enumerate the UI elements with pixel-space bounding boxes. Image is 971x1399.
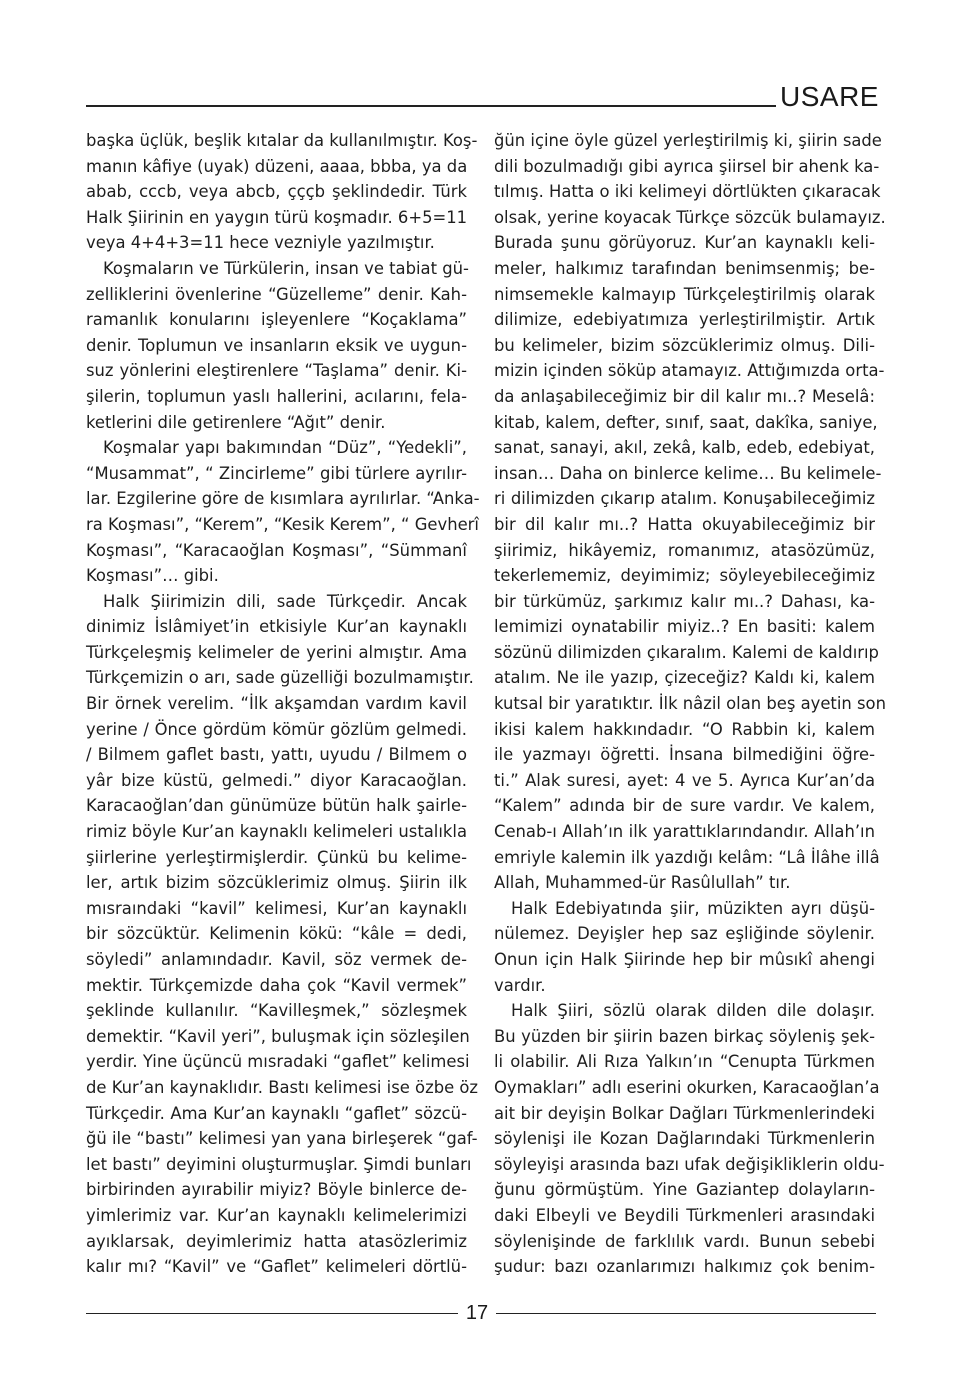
text-line: söyledi” anlamındadır. Kavil, söz vermek de- [86, 950, 467, 969]
text-line: Türkçedir. Ama Kur’an kaynaklı “gaflet” sözcü- [86, 1103, 467, 1123]
text-line: Allah, Muhammed-ür Rasûlullah” tır. [494, 873, 791, 893]
text-line: bu kelimeler, bizim sözcüklerimiz olmuş. Dili- [494, 335, 875, 355]
text-line: ait bir deyişin Bolkar Dağları Türkmenlerindeki [494, 1103, 875, 1123]
page-number: 17 [465, 1302, 489, 1324]
text-line: let bastı” deyimini oluşturmuşlar. Şimdi bunları [86, 1154, 472, 1174]
text-line: li olabilir. Ali Rıza Yalkın’ın “Cenupta Türkmen [494, 1052, 875, 1072]
text-line: emriyle kalemin ilk yazdığı kelâm: “Lâ İlâhe illâ [494, 847, 880, 867]
text-line: atalım. Ne ile yazıp, çizeceğiz? Kaldı ki, kalem [494, 668, 875, 688]
header-rule [86, 105, 776, 107]
text-line: nülemez. Deyişler hep saz eşliğinde söylenir. [494, 924, 875, 944]
text-line: Cenab-ı Allah’ın ilk yarattıklarındandır. Allah’ın [494, 822, 875, 842]
text-line: söylenişinde de farklılık vardı. Bunun sebebi [494, 1231, 875, 1251]
text-line: de Kur’an kaynaklıdır. Bastı kelimesi ise özbe öz [86, 1077, 479, 1097]
text-line: şudur: bazı ozanlarımızı halkımız çok benim- [494, 1257, 875, 1277]
text-line: demektir. “Kavil yeri”, buluşmak için sözleşilen [86, 1026, 470, 1046]
text-line: lar. Ezgilerine göre de kısımlara ayrılırlar. “Anka- [86, 489, 480, 509]
right-text-column [494, 128, 886, 1280]
text-line: şilerin, toplumun yaslı hallerini, acılarını, fela- [86, 386, 467, 406]
text-line: / Bilmem gaflet bastı, yattı, uyudu / Bilmem o [86, 745, 467, 765]
text-line: abab, cccb, veya abcb, çççb şeklindedir. Türk [86, 182, 467, 202]
text-line: şiirlerine yerleştirmişlerdir. Çünkü bu kelime- [86, 847, 467, 867]
journal-name: USARE [780, 81, 879, 112]
text-line: ra Koşması”, “Kerem”, “Kesik Kerem”, “ Gevherî [86, 514, 479, 534]
text-line: bir dil kalır mı..? Hatta okuyabileceğimiz bir [494, 514, 875, 534]
text-line: tekerlememiz, deyimimiz; söyleyebileceğimiz [494, 566, 875, 586]
text-line: nimsemekle kalmayıp Türkçeleştirilmiş olarak [494, 284, 875, 304]
footer-rule-left [86, 1313, 458, 1314]
text-line: ile yazmayı öğretti. İnsana bilmediğini öğre- [494, 745, 875, 765]
text-line: söyleyişi arasında bazı ufak değişikliklerin oldu- [494, 1154, 885, 1174]
text-line: suz yönlerini eleştirenlere “Taşlama” denir. Ki- [86, 361, 467, 381]
text-line: Burada şunu görüyoruz. Kur’an kaynaklı keli- [494, 233, 875, 253]
text-line: bir türkümüz, şarkımız kalır mı..? Dahası, ka- [494, 591, 875, 611]
text-line: yerine / Önce gördüm kömür gözlüm gelmedi. [86, 719, 467, 739]
text-line: Koşması”… gibi. [86, 566, 219, 586]
text-line: Koşmalar yapı bakımından “Düz”, “Yedekli”, [103, 438, 467, 458]
text-line: lemimizi oynatabilir miyiz..? En basiti: kalem [494, 617, 875, 637]
text-line: birbirinden ayırabilir miyiz? Böyle binlerce de- [86, 1180, 467, 1200]
text-line: Bir örnek verelim. “İlk akşamdan vardım kavil [86, 694, 467, 714]
text-line: Halk Şiirimizin dili, sade Türkçedir. Ancak [103, 591, 467, 611]
text-line: Onun için Halk Şiirinde hep bir mûsıkî ahengi [494, 950, 875, 969]
text-line: ler, artık bizim sözcüklerimiz olmuş. Şiirin ilk [86, 873, 467, 893]
text-line: Türkçemizin o arı, sade güzelliği bozulmamıştır. [86, 668, 474, 688]
text-line: vardır. [494, 975, 546, 995]
text-line: ikisi kalem hakkındadır. “O Rabbin ki, kalem [494, 719, 875, 739]
text-line: ğün içine öyle güzel yerleştirilmiş ki, şiirin sade [494, 131, 882, 150]
text-line: olsak, yerine koyacak Türkçe sözcük bulamayız. [494, 207, 886, 227]
text-line: sanat, sanayi, akıl, zekâ, kalb, edeb, edebiyat, [494, 438, 875, 458]
text-line: veya 4+4+3=11 hece vezniyle yazılmıştır. [86, 233, 435, 253]
text-line: şeklinde kullanılır. “Kavilleşmek,” sözleşmek [86, 1001, 467, 1021]
text-line: ğunu görmüştüm. Yine Gaziantep dolayların- [494, 1180, 875, 1200]
text-line: şiirimiz, hikâyemiz, romanımız, atasözümüz, [494, 540, 875, 560]
text-line: daki Elbeyli ve Beydili Türkmenleri arasındaki [494, 1205, 875, 1225]
left-text-column [86, 128, 480, 1280]
text-line: ramanlık konularını işleyenlere “Koçaklama” [86, 310, 467, 330]
text-line: Koşması”, “Karacaoğlan Koşması”, “Sümmanî [86, 540, 467, 560]
text-line: Koşmaların ve Türkülerin, insan ve tabiat gü- [103, 258, 469, 278]
text-line: da anlaşabileceğimiz bir dil kalır mı..? Meselâ: [494, 386, 875, 406]
text-line: mısraındaki “kavil” kelimesi, Kur’an kaynaklı [86, 898, 467, 918]
text-line: manın kâfiye (uyak) düzeni, aaaa, bbba, ya da [86, 156, 468, 176]
text-line: yimlerimiz var. Kur’an kaynaklı kelimelerimizi [86, 1205, 467, 1225]
text-line: insan… Daha on binlerce kelime… Bu kelimele- [494, 463, 882, 483]
text-line: zelliklerini övenlerine “Güzelleme” denir. Kah- [86, 284, 467, 304]
text-line: yerdir. Yine üçüncü mısradaki “gaflet” kelimesi [86, 1052, 470, 1072]
text-line: sözünü dilimizden çıkaralım. Kalemi de kaldırıp [494, 642, 879, 662]
text-line: denir. Toplumun ve insanların eksik ve uygun- [86, 335, 467, 355]
text-line: ketlerini dile getirenlere “Ağıt” denir. [86, 412, 386, 432]
text-line: başka üçlük, beşlik kıtalar da kullanılmıştır. Koş- [86, 131, 478, 150]
text-line: ri dilimizden çıkarıp atalım. Konuşabileceğimiz [494, 489, 875, 509]
text-line: mizin içinden söküp atamayız. Attığımızda orta- [494, 361, 885, 381]
text-line: Oymakları” adlı eserini okurken, Karacaoğlan’a [494, 1077, 880, 1097]
text-line: kutsal bir yaratıktır. İlk nâzil olan beş ayetin son [494, 694, 886, 714]
text-line: kitab, kalem, defter, sınıf, saat, dakîka, saniye, [494, 412, 878, 432]
text-line: dili bozulmadığı gibi ayrıca şiirsel bir ahenk ka- [494, 156, 880, 176]
text-line: Karacaoğlan’dan günümüze bütün halk şairle- [86, 796, 467, 816]
text-line: Halk Şiirinin en yaygın türü koşmadır. 6+5=11 [86, 207, 468, 227]
text-line: ti.” Alak suresi, ayet: 4 ve 5. Ayrıca Kur’an’da [494, 770, 875, 790]
footer-rule-right [496, 1313, 876, 1314]
text-line: söylenişi ile Kozan Dağlarındaki Türkmenlerin [494, 1129, 875, 1149]
text-line: Halk Şiiri, sözlü olarak dilden dile dolaşır. [511, 1001, 875, 1021]
text-line: kalır mı? “Kavil” ve “Gaflet” kelimeleri dörtlü- [86, 1257, 467, 1277]
text-line: Bu yüzden bir şiirin bazen birkaç söyleniş şek- [494, 1026, 875, 1046]
text-line: “Musammat”, “ Zincirleme” gibi türlere ayrılır- [86, 463, 467, 483]
text-line: mektir. Türkçemizde daha çok “Kavil vermek” [86, 975, 467, 995]
text-line: rimiz böyle Kur’an kaynaklı kelimeleri ustalıkla [86, 822, 467, 842]
text-line: “Kalem” adında bir de sure vardır. Ve kalem, [494, 796, 875, 816]
text-line: yâr bize küstü, gelmedi.” diyor Karacaoğlan. [86, 770, 467, 790]
text-line: meler, halkımız tarafından benimsenmiş; be- [494, 258, 875, 278]
text-line: dinimiz İslâmiyet’in etkisiyle Kur’an kaynaklı [86, 617, 467, 637]
text-line: tılmış. Hatta o iki kelimeyi dörtlükten çıkaracak [494, 182, 881, 202]
text-line: Türkçeleşmiş kelimeler de yerini almıştır. Ama [86, 642, 467, 662]
text-line: Halk Edebiyatında şiir, müzikten ayrı düşü- [511, 898, 875, 918]
text-line: dilimize, edebiyatımıza yerleştirilmiştir. Artık [494, 310, 875, 330]
text-line: ğü ile “bastı” kelimesi yan yana birleşerek “gaf- [86, 1129, 478, 1149]
text-line: ayıklarsak, deyimlerimiz hatta atasözlerimiz [86, 1231, 467, 1251]
text-line: bir sözcüktür. Kelimenin kökü: “kâle = dedi, [86, 924, 467, 944]
